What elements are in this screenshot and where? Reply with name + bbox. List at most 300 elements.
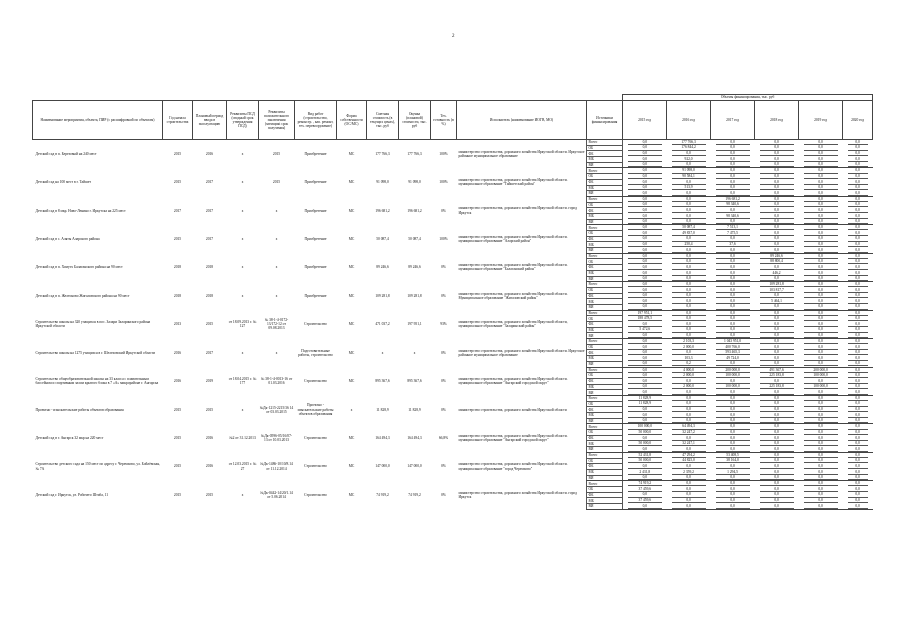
funding-amount-value: 0,0	[672, 259, 706, 264]
funding-amount-value: 0,0	[628, 276, 662, 281]
commission-year: 2015	[205, 492, 214, 497]
funding-amount-value: 109 281,8	[760, 282, 794, 287]
commission-year: 2018	[205, 265, 214, 270]
funding-amount-value: 0,0	[760, 430, 794, 435]
funding-amount-value: 0,0	[804, 202, 838, 207]
funding-amount-value: 0,0	[672, 191, 706, 196]
funding-amount-value: 0,0	[716, 180, 750, 185]
funding-amount-value: 0,0	[628, 282, 662, 287]
executor: министерство строительства, дорожного хозяйства Иркутской области. муниципальное образование "Ангарский городской округ"	[458, 433, 568, 443]
executor: министерство строительства, дорожного хозяйства Иркутской области. Иркутское районное муниципальное образование	[458, 348, 585, 357]
funding-amount-value: 0,0	[848, 180, 868, 185]
funding-amount-value: 0,0	[628, 151, 662, 156]
funding-amount-value: 0,0	[716, 475, 750, 480]
expertise-details: №Дк-1215-2215/36 14 от 03.03.2015	[259, 405, 294, 414]
planned-cost: 196 681,2	[407, 208, 422, 213]
funding-amount-value: 100 000,0	[804, 373, 838, 378]
work-type: Приобретение	[304, 151, 327, 156]
readiness: 100%	[439, 180, 448, 185]
col-2019-header: 2019 год	[799, 101, 843, 140]
funding-amount	[755, 504, 799, 510]
funding-amount-value: 0,0	[804, 185, 838, 190]
start-year: 2015	[173, 464, 182, 469]
funding-amount-value: 0,0	[672, 475, 706, 480]
funding-source-code: ОБ	[587, 231, 623, 237]
funding-amount-value: 0,0	[848, 441, 868, 446]
funding-amount-value: 0,0	[672, 311, 706, 316]
start-year: 2016	[173, 379, 182, 384]
estimated-cost: 164 494,3	[375, 436, 390, 441]
funding-source-code: ОБ	[587, 373, 623, 379]
readiness: 0%	[441, 265, 446, 270]
funding-amount-value: 0,0	[848, 481, 868, 486]
funding-amount-value: 0,0	[760, 225, 794, 230]
funding-amount-value: 0,0	[672, 282, 706, 287]
funding-amount-value: 0,0	[848, 276, 868, 281]
funding-amount-value: 0,0	[804, 282, 838, 287]
col-work-type-header: Вид работ (строительство, реконстр. , кап. ремонт, тех. перевооружение)	[295, 101, 337, 140]
readiness: 0%	[441, 379, 446, 384]
funding-amount-value: 0,0	[804, 140, 838, 145]
funding-amount-value: 200 000,0	[804, 368, 838, 373]
funding-amount-value: 0,0	[760, 151, 794, 156]
funding-amount-value: 0,0	[760, 470, 794, 475]
funding-amount-value: 0,0	[804, 413, 838, 418]
funding-source-code: ФБ	[587, 378, 623, 384]
funding-amount-value: 0,0	[672, 498, 706, 503]
funding-amount-value: 53 408,5	[716, 453, 750, 458]
object-name: Детский сад в 8 мкр. Ново-Ленино г. Иркутска на 225 мест	[35, 208, 126, 213]
funding-amount-value: 0,0	[804, 481, 838, 486]
funding-amount-value: 0,0	[804, 458, 838, 463]
funding-amount-value: 0,0	[628, 259, 662, 264]
funding-amount-value: 922,0	[672, 157, 706, 162]
col-commission-header: Плановый период ввода в эксплуатацию	[193, 101, 227, 140]
estimated-cost: 89 246,6	[376, 265, 389, 270]
executor: министерство строительства, дорожного хозяйства Иркутской области. муниципальное образование "Аларский район"	[458, 234, 568, 244]
planned-cost: 11 828,9	[408, 407, 421, 412]
work-type: Строительство	[304, 492, 327, 497]
funding-amount-value: 32 247,1	[672, 441, 706, 446]
funding-amount-value: 0,0	[716, 248, 750, 253]
ownership: МС	[348, 436, 355, 441]
funding-amount-value: 200 000,0	[716, 368, 750, 373]
funding-amount-value: 0,0	[628, 288, 662, 293]
funding-source-code: ФБ	[587, 407, 623, 413]
funding-amount-value: 0,0	[848, 316, 868, 321]
estimated-cost: 177 766,3	[375, 151, 390, 156]
funding-source-code: Всего	[587, 168, 623, 174]
ownership: МС	[348, 208, 355, 213]
object-name: Строительство школы на 1275 учащихся в г. Шелеховский Иркутской области	[35, 350, 156, 355]
funding-amount-value: 0,0	[804, 288, 838, 293]
funding-amount-value: 0,0	[804, 265, 838, 270]
funding-amount-value: 0,0	[760, 202, 794, 207]
funding-amount-value: 0,0	[760, 413, 794, 418]
expertise-details: 2015	[272, 151, 281, 156]
funding-amount-value: 0,0	[848, 225, 868, 230]
object-name: Детский сад в с. Аляты Аларского района	[35, 236, 100, 241]
funding-amount-value: 0,0	[848, 487, 868, 492]
funding-amount-value: 0,0	[628, 254, 662, 259]
funding-amount-value: 37 459,6	[628, 498, 662, 503]
funding-source-code: ОБ	[587, 174, 623, 180]
funding-amount-value: 0,0	[848, 191, 868, 196]
funding-source-code: Всего	[587, 310, 623, 316]
funding-amount-value: 0,0	[760, 436, 794, 441]
ownership: МС	[348, 464, 355, 469]
commission-year: 2017	[205, 350, 214, 355]
funding-amount-value: 0,0	[760, 219, 794, 224]
funding-amount-value: 0,0	[804, 276, 838, 281]
planned-cost: 147 000,0	[407, 464, 422, 469]
expertise-details: х	[275, 236, 278, 241]
funding-amount-value: 0,0	[716, 236, 750, 241]
object-name: Детский сад г. Иркутск, ул. Рабочего Штаба, 11	[35, 492, 109, 497]
funding-amount-value: 0,0	[804, 504, 838, 509]
executor: министерство строительства, дорожного хозяйства Иркутской области. город Иркутск	[458, 490, 577, 499]
funding-amount-value: 0,0	[716, 282, 750, 287]
work-type: Строительство	[304, 322, 327, 327]
funding-amount-value: 176 844,2	[672, 145, 706, 150]
funding-amount-value: 0,0	[716, 316, 750, 321]
funding-amount-value: 0,0	[628, 168, 662, 173]
funding-amount-value: 0,0	[760, 390, 794, 395]
start-year: 2017	[173, 208, 182, 213]
funding-amount-value: 0,0	[848, 333, 868, 338]
funding-amount-value: 0,0	[848, 345, 868, 350]
executor: министерство строительства, дорожного хозяйства Иркутской области. Муниципальное образование "Жигаловский район"	[458, 291, 568, 300]
funding-amount-value: 0,0	[628, 436, 662, 441]
funding-amount-value: 0,0	[848, 436, 868, 441]
funding-source-code: ФБ	[587, 208, 623, 214]
funding-amount-value: 0,0	[672, 396, 706, 401]
funding-amount-value: 98 340,6	[716, 202, 750, 207]
funding-amount-value: 0,0	[804, 242, 838, 247]
funding-source-code: МБ	[587, 242, 623, 248]
funding-amount-value: 0,0	[672, 151, 706, 156]
funding-amount-value: 0,0	[760, 145, 794, 150]
funding-amount-value: 0,0	[848, 288, 868, 293]
ownership: МС	[348, 350, 355, 355]
funding-amount-value: 0,0	[628, 373, 662, 378]
funding-amount-value: 0,0	[848, 271, 868, 276]
funding-source-code: ВИ	[587, 248, 623, 254]
funding-amount-value: 0,0	[804, 339, 838, 344]
funding-amount-value: 0,0	[760, 248, 794, 253]
funding-amount-value: 0,0	[760, 157, 794, 162]
funding-amount-value: 0,0	[716, 288, 750, 293]
readiness: 0%	[441, 350, 446, 355]
funding-amount-value: 0,0	[672, 276, 706, 281]
funding-amount-value: 98 340,6	[716, 214, 750, 219]
funding-amount-value: 0,0	[716, 407, 750, 412]
funding-amount-value: 0,0	[804, 487, 838, 492]
psd-details: х	[241, 407, 244, 412]
object-name: Детский сад в п. Желтоново Жигаловского района на 90 мест	[35, 293, 130, 298]
funding-amount-value: 4 000,0	[672, 368, 706, 373]
funding-amount-value: 0,0	[848, 396, 868, 401]
commission-year: 2018	[205, 293, 214, 298]
funding-source-code: МБ	[587, 185, 623, 191]
funding-amount-value: 0,0	[672, 180, 706, 185]
funding-amount-value: 0,0	[760, 327, 794, 332]
funding-source-code: Всего	[587, 339, 623, 345]
funding-amount-value: 0,0	[672, 492, 706, 497]
funding-source-code: ФБ	[587, 464, 623, 470]
funding-amount-value: 0,0	[716, 140, 750, 145]
funding-amount-value: 0,0	[804, 316, 838, 321]
funding-amount-value: 0,0	[760, 185, 794, 190]
funding-source-code: ФБ	[587, 435, 623, 441]
funding-amount-value: 0,0	[760, 197, 794, 202]
funding-amount-value: 0,0	[760, 276, 794, 281]
work-type: Подготовительные работы, строительство	[298, 348, 333, 357]
funding-amount-value: 446,2	[760, 271, 794, 276]
funding-amount-value: 0,0	[804, 145, 838, 150]
funding-amount-value: 0,0	[804, 470, 838, 475]
funding-amount-value: 5 464,1	[760, 299, 794, 304]
funding-amount-value: 0,0	[628, 248, 662, 253]
funding-source-code: ОБ	[587, 316, 623, 322]
funding-amount-value: 37 459,6	[628, 487, 662, 492]
funding-amount-value: 0,0	[848, 236, 868, 241]
expertise-details: х	[275, 265, 278, 270]
funding-amount-value: 0,0	[848, 373, 868, 378]
funding-amount-value: 49 837,0	[672, 231, 706, 236]
funding-amount-value: 0,0	[672, 487, 706, 492]
funding-amount-value: 177 766,3	[672, 140, 706, 145]
funding-amount	[623, 504, 667, 510]
funding-amount-value: 0,0	[804, 271, 838, 276]
object-name: Детский сад в п. Хомутх Балаганского района на 90 мест	[35, 265, 123, 270]
col-estimated-cost-header: Сметная стоимость (в текущих ценах), тыс. руб	[367, 101, 399, 140]
funding-amount-value: 100 000,0	[716, 384, 750, 389]
funding-title: Объемы финансирования, тыс. руб	[623, 95, 873, 101]
funding-source-code: ВИ	[587, 162, 623, 168]
psd-details: х	[241, 492, 244, 497]
funding-source-code: ВИ	[587, 418, 623, 424]
planned-cost: 89 246,6	[408, 265, 421, 270]
funding-amount-value: 0,0	[628, 464, 662, 469]
start-year: 2018	[173, 293, 182, 298]
funding-amount-value: 0,0	[628, 361, 662, 366]
work-type: Приобретение	[304, 293, 327, 298]
estimated-cost: 147 000,0	[375, 464, 390, 469]
funding-amount-value: 50 000,0	[628, 458, 662, 463]
funding-amount-value: 0,0	[804, 231, 838, 236]
funding-amount-value: 0,0	[716, 254, 750, 259]
psd-details: х	[241, 236, 244, 241]
funding-amount-value: 0,0	[804, 418, 838, 423]
funding-amount-value: 38 164,0	[716, 458, 750, 463]
funding-amount-value: 0,0	[716, 271, 750, 276]
funding-amount-value: 32 247,2	[672, 430, 706, 435]
ownership: МС	[348, 293, 355, 298]
funding-amount-value: 0,0	[848, 384, 868, 389]
funding-amount-value: 0,0	[672, 197, 706, 202]
expertise-details: № 38-1-4-0013-16 от 01.03.2016	[260, 377, 293, 386]
funding-amount-value: 0,0	[760, 180, 794, 185]
funding-amount-value: 0,0	[760, 498, 794, 503]
readiness: 0%	[441, 407, 446, 412]
funding-amount-value: 0,0	[848, 311, 868, 316]
funding-amount-value: 0,0	[716, 481, 750, 486]
funding-amount-value: 0,0	[628, 271, 662, 276]
funding-amount-value: 197 951,1	[628, 311, 662, 316]
funding-amount-value: 0,0	[628, 418, 662, 423]
funding-amount-value: 0,0	[760, 293, 794, 298]
funding-amount-value: 0,0	[848, 504, 868, 509]
expertise-details: № 38-1-4-0172-13/172-12 от 09.08.2013	[264, 318, 289, 331]
funding-amount-value: 0,0	[672, 219, 706, 224]
funding-amount-value: 37,6	[716, 242, 750, 247]
funding-amount-value: 0,0	[804, 191, 838, 196]
funding-amount-value: 0,0	[760, 464, 794, 469]
funding-amount-value: 0,0	[804, 151, 838, 156]
funding-source-code: ФБ	[587, 293, 623, 299]
estimated-cost: 11 828,9	[376, 407, 389, 412]
funding-amount-value: 0,0	[672, 299, 706, 304]
funding-amount-value: 593 465,3	[716, 350, 750, 355]
funding-amount-value: 0,0	[848, 157, 868, 162]
funding-amount-value: 0,0	[760, 492, 794, 497]
funding-amount-value: 0,0	[848, 197, 868, 202]
readiness: 0%	[441, 464, 446, 469]
funding-amount-value: 0,0	[716, 157, 750, 162]
funding-amount-value: 0,0	[760, 214, 794, 219]
funding-source-code: ОБ	[587, 145, 623, 151]
work-type: Приобретение	[304, 265, 327, 270]
funding-source-code: ВИ	[587, 219, 623, 225]
funding-amount-value: 0,0	[848, 265, 868, 270]
col-2018-header: 2018 год	[755, 101, 799, 140]
funding-amount-value: 11 828,9	[628, 401, 662, 406]
program-table-sheet	[32, 94, 872, 510]
funding-amount-value: 0,0	[716, 151, 750, 156]
funding-amount-value: 0,0	[716, 464, 750, 469]
object-name: Строительство школы на 320 учащихся в пос. Залари Заларинского района Иркутской области	[35, 320, 151, 329]
funding-amount-value: 0,0	[804, 436, 838, 441]
funding-amount-value: 0,0	[804, 492, 838, 497]
funding-amount-value: 0,0	[804, 441, 838, 446]
funding-amount-value: 0,0	[716, 492, 750, 497]
readiness: 93%	[440, 322, 447, 327]
funding-source-code: МБ	[587, 213, 623, 219]
funding-amount-value: 0,0	[804, 259, 838, 264]
start-year: 2015	[173, 151, 182, 156]
funding-source-code: ФБ	[587, 492, 623, 498]
funding-amount-value: 0,0	[628, 219, 662, 224]
object-name: Детский сад на 100 мест в г. Тайшет	[35, 180, 91, 185]
funding-amount-value: 0,0	[804, 424, 838, 429]
estimated-cost: 50 087,4	[376, 236, 389, 241]
col-expertise-header: Реквизиты положительного заключения (заемщикt срок получения)	[259, 101, 295, 140]
funding-amount-value: 0,0	[760, 304, 794, 309]
funding-amount-value: 0,0	[628, 208, 662, 213]
funding-amount-value: 0,0	[716, 361, 750, 366]
ownership: МС	[348, 492, 355, 497]
funding-source-code: МБ	[587, 384, 623, 390]
funding-amount-value: 0,0	[628, 157, 662, 162]
funding-amount-value: 2 000,0	[672, 373, 706, 378]
funding-amount	[843, 504, 873, 510]
funding-amount-value: 0,0	[848, 368, 868, 373]
funding-amount-value: 0,0	[804, 157, 838, 162]
funding-source-code: Всего	[587, 481, 623, 487]
funding-amount-value: 0,0	[848, 401, 868, 406]
funding-amount-value: 0,0	[672, 464, 706, 469]
funding-amount-value: 0,0	[760, 504, 794, 509]
work-type: Приобретение	[304, 236, 327, 241]
table-header	[33, 95, 873, 140]
funding-amount-value: 0,0	[760, 407, 794, 412]
funding-amount-value: 0,0	[804, 208, 838, 213]
funding-amount-value: 0,0	[628, 299, 662, 304]
funding-amount-value: 0,0	[628, 390, 662, 395]
funding-source-code: Всего	[587, 367, 623, 373]
funding-amount-value: 0,0	[716, 162, 750, 167]
readiness: 100%	[439, 236, 448, 241]
funding-source-code: ВИ	[587, 361, 623, 367]
funding-amount-value: 0,0	[672, 288, 706, 293]
planned-cost: 74 919,2	[408, 492, 421, 497]
col-readiness-header: Тех. готовность (в %)	[431, 101, 457, 140]
funding-amount-value: 0,0	[760, 168, 794, 173]
funding-source-code: ВИ	[587, 276, 623, 282]
funding-amount-value: 0,0	[760, 475, 794, 480]
funding-amount-value: 0,0	[804, 168, 838, 173]
funding-amount-value: 0,0	[716, 304, 750, 309]
start-year: 2018	[173, 265, 182, 270]
funding-source-code: МБ	[587, 299, 623, 305]
commission-year: 2017	[205, 180, 214, 185]
commission-year: 2015	[205, 407, 214, 412]
executor: министерство строительства, дорожного хозяйства Иркутской области. муниципальное образование "Тайшетский район"	[458, 178, 568, 187]
funding-amount-value: 0,0	[628, 162, 662, 167]
funding-amount-value: 0,0	[804, 430, 838, 435]
funding-amount-value: 0,0	[848, 361, 868, 366]
funding-amount-value: 0,0	[628, 202, 662, 207]
funding-amount-value: 0,0	[628, 242, 662, 247]
funding-amount-value: 0,0	[848, 390, 868, 395]
estimated-cost: 471 037,2	[375, 322, 390, 327]
funding-amount-value: 0,0	[672, 413, 706, 418]
funding-amount-value: 52 431,8	[628, 453, 662, 458]
funding-source-code: ОБ	[587, 202, 623, 208]
funding-amount-value: 0,0	[760, 361, 794, 366]
funding-amount-value: 513,9	[672, 185, 706, 190]
start-year: 2015	[173, 236, 182, 241]
col-2017-header: 2017 год	[711, 101, 755, 140]
funding-amount-value: 0,0	[716, 498, 750, 503]
expertise-details: 2015	[272, 180, 281, 185]
col-start-year-header: Год начала строительства	[163, 101, 193, 140]
funding-amount-value: 0,0	[628, 174, 662, 179]
funding-amount-value: 0,0	[760, 350, 794, 355]
col-2016-header: 2016 год	[667, 101, 711, 140]
funding-source-code: МБ	[587, 327, 623, 333]
estimated-cost: 196 681,2	[375, 208, 390, 213]
psd-details: от 18.04.2015 г. № 177	[228, 377, 257, 386]
funding-amount-value: 0,0	[672, 390, 706, 395]
funding-amount-value: 44 825,0	[672, 458, 706, 463]
psd-details: х	[241, 265, 244, 270]
funding-amount-value: 0,0	[672, 407, 706, 412]
funding-amount-value: 0,0	[848, 242, 868, 247]
funding-amount-value: 0,0	[848, 174, 868, 179]
funding-amount-value: 0,0	[848, 339, 868, 344]
